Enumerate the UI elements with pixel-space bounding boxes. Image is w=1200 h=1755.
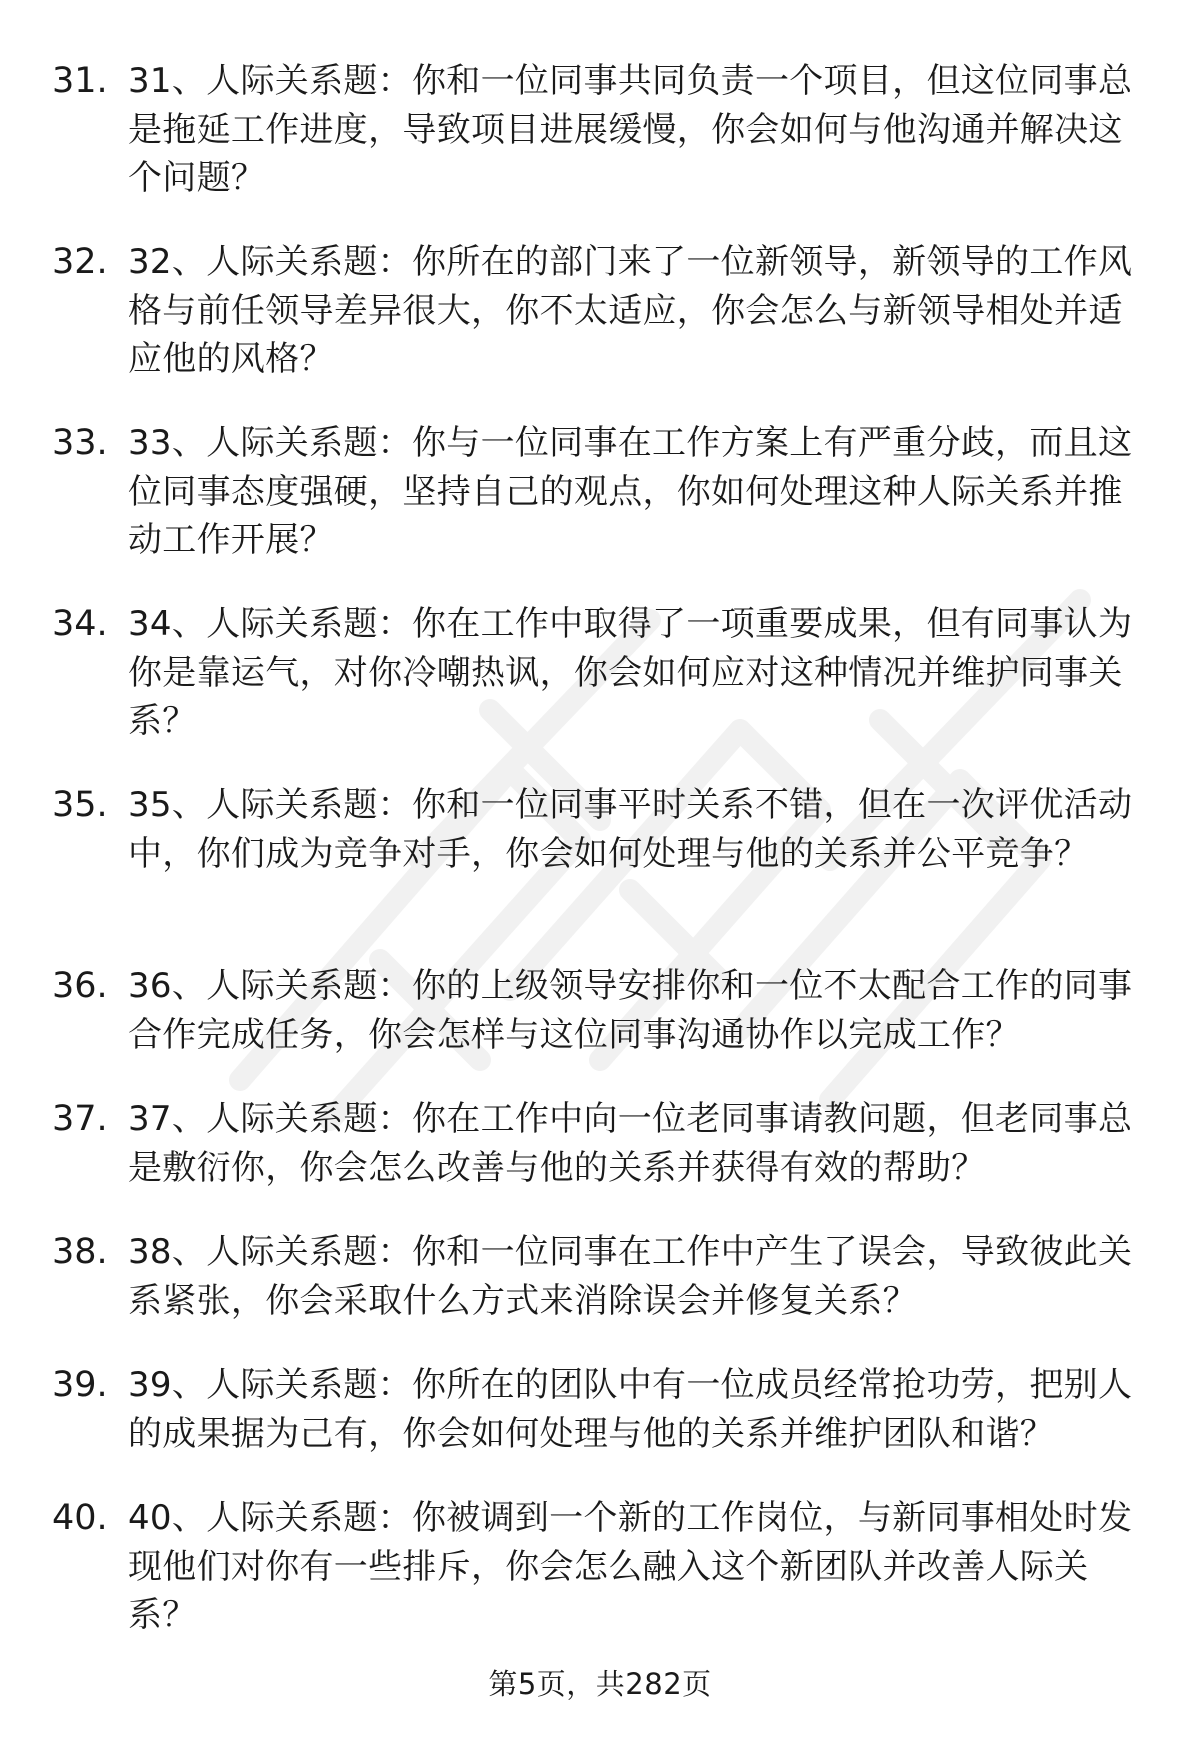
question-text: 34、人际关系题：你在工作中取得了一项重要成果，但有同事认为你是靠运气，对你冷嘲热讽，你会如何应对这种情况并维护同事关系？ xyxy=(128,604,1133,741)
question-number: 36. xyxy=(52,966,108,1006)
question-item-39 xyxy=(0,1361,1200,1494)
question-number: 38. xyxy=(52,1232,108,1272)
question-item-37 xyxy=(0,1095,1200,1228)
question-item-32 xyxy=(0,238,1200,419)
question-list xyxy=(0,57,1200,1675)
question-number: 32. xyxy=(52,242,108,282)
question-item-38 xyxy=(0,1228,1200,1361)
question-text: 40、人际关系题：你被调到一个新的工作岗位，与新同事相处时发现他们对你有一些排斥，你会怎么融入这个新团队并改善人际关系？ xyxy=(128,1498,1133,1635)
question-number: 35. xyxy=(52,785,108,825)
question-text: 38、人际关系题：你和一位同事在工作中产生了误会，导致彼此关系紧张，你会采取什么方式来消除误会并修复关系？ xyxy=(128,1232,1133,1321)
question-number: 37. xyxy=(52,1099,108,1139)
question-item-31 xyxy=(0,57,1200,238)
question-number: 33. xyxy=(52,423,108,463)
question-number: 34. xyxy=(52,604,108,644)
question-item-33 xyxy=(0,419,1200,600)
question-item-35 xyxy=(0,781,1200,962)
question-text: 35、人际关系题：你和一位同事平时关系不错，但在一次评优活动中，你们成为竞争对手，你会如何处理与他的关系并公平竞争？ xyxy=(128,785,1133,874)
question-text: 31、人际关系题：你和一位同事共同负责一个项目，但这位同事总是拖延工作进度，导致项目进展缓慢，你会如何与他沟通并解决这个问题？ xyxy=(128,61,1133,198)
question-text: 33、人际关系题：你与一位同事在工作方案上有严重分歧，而且这位同事态度强硬，坚持自己的观点，你如何处理这种人际关系并推动工作开展？ xyxy=(128,423,1133,560)
question-item-36 xyxy=(0,962,1200,1095)
question-number: 39. xyxy=(52,1365,108,1405)
question-item-40 xyxy=(0,1494,1200,1675)
question-item-34 xyxy=(0,600,1200,781)
question-text: 36、人际关系题：你的上级领导安排你和一位不太配合工作的同事合作完成任务，你会怎样与这位同事沟通协作以完成工作？ xyxy=(128,966,1133,1055)
question-number: 31. xyxy=(52,61,108,101)
question-text: 32、人际关系题：你所在的部门来了一位新领导，新领导的工作风格与前任领导差异很大，你不太适应，你会怎么与新领导相处并适应他的风格？ xyxy=(128,242,1133,379)
page-footer-number: 第5页，共282页 xyxy=(488,1667,712,1701)
question-number: 40. xyxy=(52,1498,108,1538)
question-text: 37、人际关系题：你在工作中向一位老同事请教问题，但老同事总是敷衍你，你会怎么改善与他的关系并获得有效的帮助？ xyxy=(128,1099,1133,1188)
question-text: 39、人际关系题：你所在的团队中有一位成员经常抢功劳，把别人的成果据为己有，你会如何处理与他的关系并维护团队和谐？ xyxy=(128,1365,1133,1454)
